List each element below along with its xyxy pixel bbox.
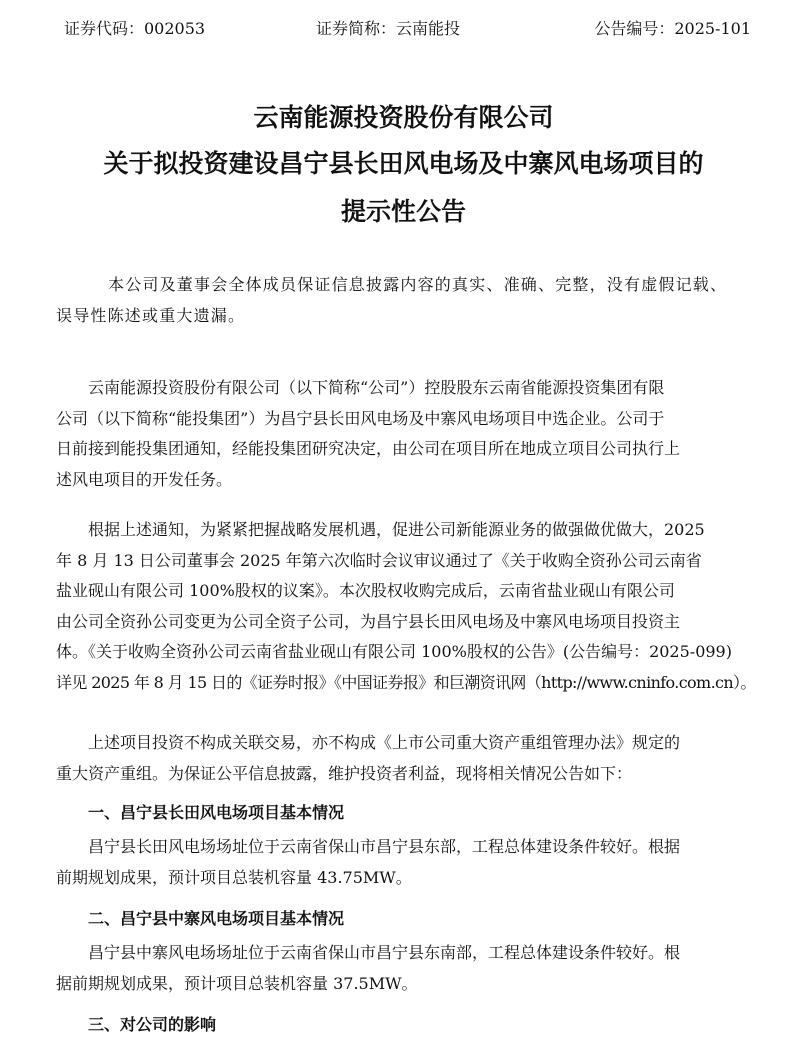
notice-number: 公告编号：2025-101 bbox=[594, 19, 751, 38]
section-heading-1: 一、昌宁县长田风电场项目基本情况 bbox=[88, 803, 345, 822]
board-statement bbox=[56, 270, 756, 331]
paragraph-background bbox=[56, 373, 756, 495]
document-header bbox=[0, 14, 807, 44]
paragraph-line: 由公司全资孙公司变更为公司全资子公司，为昌宁县长田风电场及中寨风电场项目投资主 bbox=[56, 611, 681, 631]
stock-abbreviation: 证券简称：云南能投 bbox=[316, 19, 461, 38]
paragraph-line: 公司（以下简称“能投集团”）为昌宁县长田风电场及中寨风电场项目中选企业。公司于 bbox=[56, 408, 665, 428]
paragraph-line: 详见 2025 年 8 月 15 日的《证券时报》《中国证券报》和巨潮资讯网（http://www.cninfo.com.cn）。 bbox=[56, 672, 756, 692]
paragraph-line: 前期规划成果，预计项目总装机容量 43.75MW。 bbox=[56, 867, 412, 887]
paragraph-line: 体。《关于收购全资孙公司云南省盐业砚山有限公司 100%股权的公告》(公告编号：2025-099) bbox=[56, 642, 732, 661]
section-heading-2: 二、昌宁县中寨风电场项目基本情况 bbox=[88, 909, 345, 928]
paragraph-line: 云南能源投资股份有限公司（以下简称“公司”）控股股东云南省能源投资集团有限 bbox=[88, 378, 665, 397]
title-subject: 关于拟投资建设昌宁县长田风电场及中寨风电场项目的 bbox=[103, 149, 704, 178]
paragraph-disclosure bbox=[56, 728, 756, 789]
paragraph-line: 年 8 月 13 日公司董事会 2025 年第六次临时会议审议通过了《关于收购全资孙公司云南省 bbox=[56, 550, 702, 570]
paragraph-line: 根据上述通知，为紧紧把握战略发展机遇，促进公司新能源业务的做强做优做大，2025 bbox=[88, 520, 705, 539]
paragraph-board-resolution bbox=[56, 515, 756, 698]
paragraph-line: 日前接到能投集团通知，经能投集团研究决定，由公司在项目所在地成立项目公司执行上 bbox=[56, 439, 681, 458]
stock-code: 证券代码：002053 bbox=[64, 19, 206, 38]
paragraph-line: 盐业砚山有限公司 100%股权的议案》。本次股权收购完成后，云南省盐业砚山有限公司 bbox=[56, 581, 675, 600]
section-1-body bbox=[56, 832, 756, 893]
statement-line: 本公司及董事会全体成员保证信息披露内容的真实、准确、完整，没有虚假记载、 bbox=[108, 275, 728, 294]
paragraph-line: 据前期规划成果，预计项目总装机容量 37.5MW。 bbox=[56, 973, 418, 993]
title-type: 提示性公告 bbox=[340, 197, 466, 226]
paragraph-line: 上述项目投资不构成关联交易，亦不构成《上市公司重大资产重组管理办法》规定的 bbox=[88, 733, 681, 752]
paragraph-line: 昌宁县中寨风电场场址位于云南省保山市昌宁县东南部，工程总体建设条件较好。根 bbox=[88, 943, 681, 962]
paragraph-line: 重大资产重组。为保证公平信息披露，维护投资者利益，现将相关情况公告如下： bbox=[56, 763, 633, 783]
paragraph-line: 昌宁县长田风电场场址位于云南省保山市昌宁县东部，工程总体建设条件较好。根据 bbox=[88, 837, 681, 856]
paragraph-line: 述风电项目的开发任务。 bbox=[56, 469, 233, 489]
statement-line: 误导性陈述或重大遗漏。 bbox=[56, 305, 246, 325]
title-company: 云南能源投资股份有限公司 bbox=[253, 103, 554, 132]
section-2-body bbox=[56, 938, 756, 999]
section-heading-3: 三、对公司的影响 bbox=[88, 1015, 217, 1034]
